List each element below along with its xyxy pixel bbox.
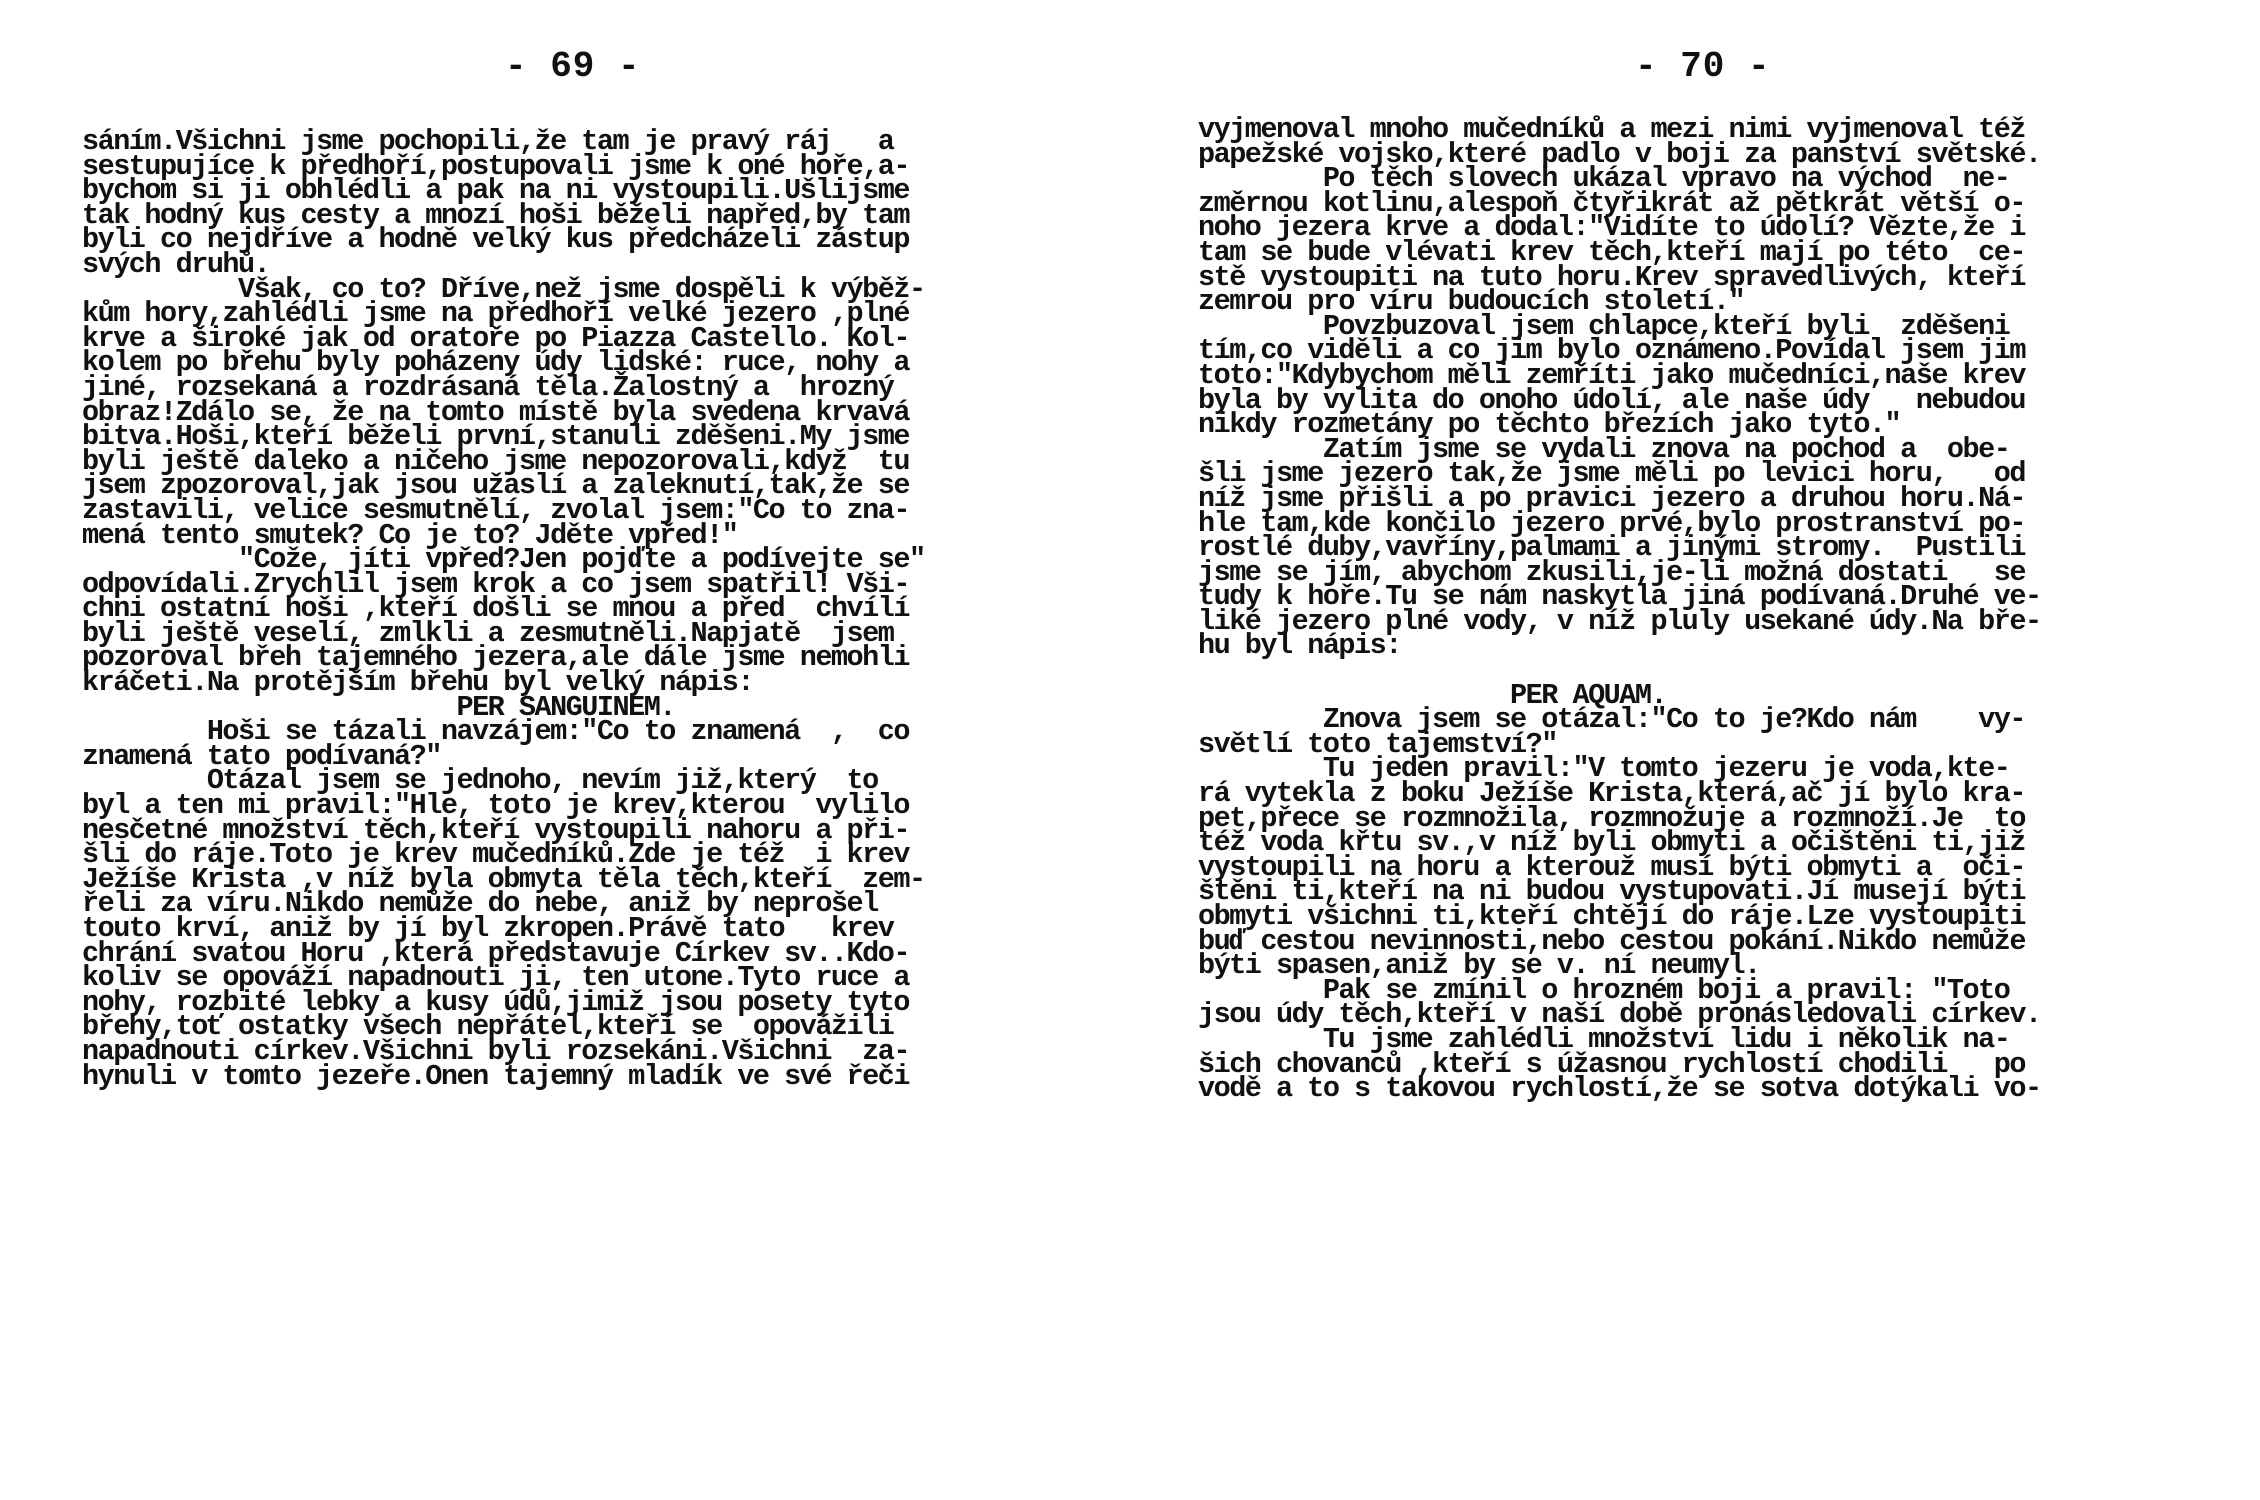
text-line: toto:"Kdybychom měli zemříti jako mučedníci,naše krev — [1198, 358, 2025, 392]
text-line: změrnou kotlinu,alespoň čtyřikrát až pětkrát větší o- — [1198, 186, 2025, 220]
text-line: řeli za víru.Nikdo nemůže do nebe, aniž by neprošel — [82, 887, 878, 921]
text-line: zemrou pro víru budoucích století." — [1198, 285, 1745, 319]
text-line: šich chovanců ,kteří s úžasnou rychlostí chodili po — [1198, 1047, 2025, 1081]
page-text — [82, 125, 1062, 1093]
text-line: níž jsme přišli a po pravici jezero a druhou horu.Ná- — [1198, 481, 2025, 515]
text-line: byli ještě daleko a ničeho jsme nepozorovali,když tu — [82, 444, 909, 478]
text-line: chni ostatní hoši ,kteří došli se mnou a před chvílí — [82, 592, 909, 626]
page-number: - 70 - — [1635, 46, 1771, 87]
text-line: PER AQUAM. — [1198, 678, 1667, 712]
text-line: krve a široké jak od oratoře po Piazza Castello. Kol- — [82, 321, 909, 355]
text-line: Tu jsme zahlédli množství lidu i několik na- — [1198, 1022, 2010, 1056]
text-line: odpovídali.Zrychlil jsem krok a co jsem spatřil! Vši- — [82, 567, 909, 601]
text-line: papežské vojsko,které padlo v boji za panství světské. — [1198, 137, 2041, 171]
text-line: světlí toto tajemství?" — [1198, 727, 1557, 761]
text-line: PER SANGUINEM. — [82, 690, 675, 724]
text-line: Hoši se tázali navzájem:"Co to znamená , co — [82, 715, 909, 749]
text-line: Znova jsem se otázal:"Co to je?Kdo nám vy- — [1198, 703, 2025, 737]
text-line: koliv se opováží napadnouti ji, ten utone.Tyto ruce a — [82, 961, 909, 995]
text-line: napadnouti církev.Všichni byli rozsekáni.Všichni za- — [82, 1034, 909, 1068]
text-line: Zatím jsme se vydali znova na pochod a obe- — [1198, 432, 2010, 466]
text-line: Tu jeden pravil:"V tomto jezeru je voda,kte- — [1198, 752, 2010, 786]
text-line: tam se bude vlévati krev těch,kteří mají po této ce- — [1198, 235, 2025, 269]
text-line: byli ještě veselí, zmlkli a zesmutněli.Napjatě jsem — [82, 616, 894, 650]
text-line: jiné, rozsekaná a rozdrásaná těla.Žalostný a hrozný — [82, 370, 894, 404]
text-line: zastavili, velice sesmutnělí, zvolal jsem:"Co to zna- — [82, 493, 909, 527]
text-line: byla by vylita do onoho údolí, ale naše údy nebudou — [1198, 383, 2025, 417]
text-line: obmyti všichni ti,kteří chtějí do ráje.Lze vystoupiti — [1198, 900, 2025, 933]
text-line: chrání svatou Horu ,která představuje Církev sv..Kdo- — [82, 936, 909, 970]
text-line: vodě a to s takovou rychlostí,že se sotva dotýkali vo- — [1198, 1072, 2041, 1106]
text-line: kolem po břehu byly poházeny údy lidské: ruce, nohy a — [82, 346, 909, 380]
text-line: tím,co viděli a co jim bylo oznámeno.Povídal jsem jim — [1198, 334, 2025, 368]
text-line: sestupujíce k předhoří,postupovali jsme k oné hoře,a- — [82, 149, 909, 183]
text-line: stě vystoupiti na tuto horu.Krev spravedlivých, kteří — [1198, 260, 2025, 294]
text-line: břehy,toť ostatky všech nepřátel,kteří se opovážili — [82, 1010, 894, 1044]
text-line: pet,přece se rozmnožila, rozmnožuje a rozmnoží.Je to — [1198, 801, 2025, 835]
text-line: znamená tato podívaná?" — [82, 739, 441, 773]
text-line: obraz!Zdálo se, že na tomto místě byla svedena krvavá — [82, 395, 909, 429]
text-line: šli do ráje.Toto je krev mučedníků.Zde je též i krev — [82, 838, 909, 872]
text-line: hu byl nápis: — [1198, 629, 1401, 663]
page-number: - 69 - — [505, 46, 641, 87]
text-line: Otázal jsem se jednoho, nevím již,který to — [82, 764, 878, 798]
text-line: bychom si ji obhlédli a pak na ni vystoupili.Ušlijsme — [82, 174, 909, 208]
text-line: štěni ti,kteří na ni budou vystupovati.Jí musejí býti — [1198, 875, 2025, 909]
text-line: býti spasen,aniž by se v. ní neumyl. — [1198, 949, 1760, 983]
text-line: nikdy rozmetány po těchto březích jako tyto." — [1198, 408, 1901, 442]
text-line: nesčetné množství těch,kteří vystoupili nahoru a při- — [82, 813, 909, 847]
text-line: vystoupili na horu a kterouž musí býti obmyti a oči- — [1198, 850, 2025, 884]
text-line: vyjmenoval mnoho mučedníků a mezi nimi vyjmenoval též — [1198, 113, 2025, 146]
text-line: jsme se jím, abychom zkusili,je-li možná dostati se — [1198, 555, 2025, 589]
text-line: tudy k hoře.Tu se nám naskytla jiná podívaná.Druhé ve- — [1198, 580, 2041, 614]
text-line: noho jezera krve a dodal:"Vidíte to údolí? Vězte,že i — [1198, 211, 2025, 245]
text-line: též voda křtu sv.,v níž byli obmyti a očištěni ti,již — [1198, 826, 2025, 860]
text-line: svých druhů. — [82, 247, 270, 281]
text-line: jsou údy těch,kteří v naší době pronásledovali církev. — [1198, 998, 2041, 1032]
text-line: šli jsme jezero tak,že jsme měli po levici horu, od — [1198, 457, 2025, 491]
text-line: kům hory,zahlédli jsme na předhoří velké jezero ,plné — [82, 297, 909, 331]
text-line: Po těch slovech ukázal vpravo na východ ne- — [1198, 162, 2010, 196]
text-line: tak hodný kus cesty a mnozí hoši běželi napřed,by tam — [82, 198, 909, 232]
text-line: kráčeti.Na protějším břehu byl velký nápis: — [82, 666, 753, 700]
text-line: rostlé duby,vavříny,palmami a jinými stromy. Pustili — [1198, 531, 2025, 565]
text-line: "Cože, jíti vpřed?Jen pojďte a podívejte se" — [82, 543, 925, 577]
text-line: Však, co to? Dříve,než jsme dospěli k výběž- — [82, 272, 925, 306]
text-line: byl a ten mi pravil:"Hle, toto je krev,kterou vylilo — [82, 789, 909, 823]
text-line: byli co nejdříve a hodně velký kus předcházeli zástup — [82, 223, 909, 257]
text-line: pozoroval břeh tajemného jezera,ale dále jsme nemohli — [82, 641, 909, 675]
text-line: liké jezero plné vody, v níž pluly usekané údy.Na bře- — [1198, 604, 2041, 638]
text-line: hynuli v tomto jezeře.Onen tajemný mladík ve své řeči — [82, 1059, 909, 1093]
right-page — [1130, 0, 2260, 1500]
text-line: Ježíše Krista ,v níž byla obmyta těla těch,kteří zem- — [82, 862, 925, 896]
page-text — [1198, 113, 2198, 1106]
text-line: Povzbuzoval jsem chlapce,kteří byli zděšeni — [1198, 309, 2010, 343]
text-line: sáním.Všichni jsme pochopili,že tam je pravý ráj a — [82, 125, 894, 158]
text-line: mená tento smutek? Co je to? Jděte vpřed!" — [82, 518, 738, 552]
text-line: rá vytekla z boku Ježíše Krista,která,ač jí bylo kra- — [1198, 777, 2025, 811]
text-line: Pak se zmínil o hrozném boji a pravil: "Toto — [1198, 973, 2010, 1007]
text-line: hle tam,kde končilo jezero prvé,bylo prostranství po- — [1198, 506, 2025, 540]
text-line: buď cestou nevinnosti,nebo cestou pokání.Nikdo nemůže — [1198, 924, 2025, 958]
text-line: touto krví, aniž by jí byl zkropen.Právě tato krev — [82, 912, 894, 945]
text-line: nohy, rozbité lebky a kusy údů,jimiž jsou posety tyto — [82, 985, 909, 1019]
text-line: bitva.Hoši,kteří běželi první,stanuli zděšeni.My jsme — [82, 420, 909, 454]
text-line: jsem zpozoroval,jak jsou užaslí a zaleknutí,tak,že se — [82, 469, 909, 503]
